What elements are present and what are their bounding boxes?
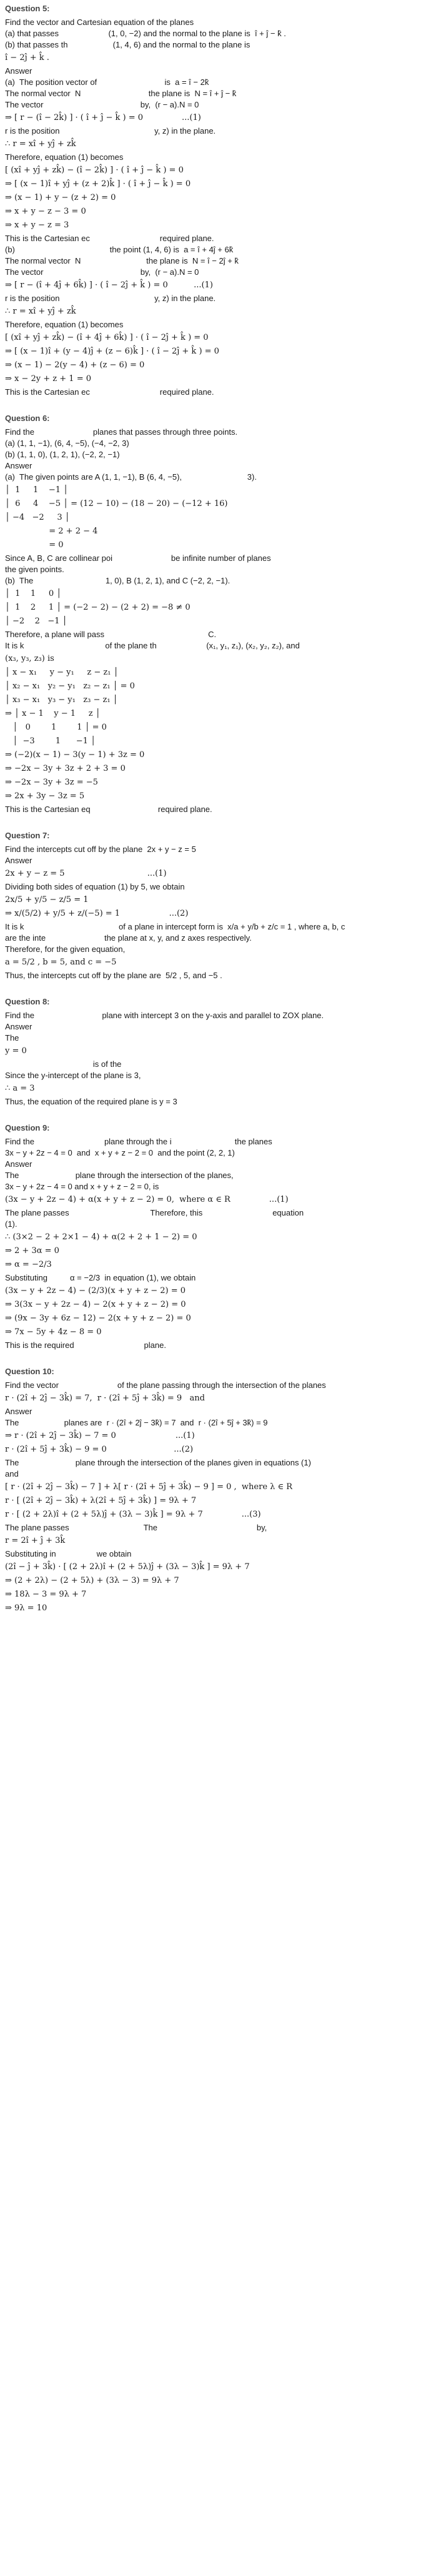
text-line: Therefore, equation (1) becomes (5, 152, 124, 162)
question-title: Question 5: (5, 4, 50, 13)
equation-line: ⇒ −2x − 3y + 3z + 2 + 3 = 0 (5, 764, 126, 773)
equation-line: ⇒ −2x − 3y + 3z = −5 (5, 778, 98, 787)
text-line: This is the Cartesian ec required plane. (5, 387, 214, 397)
equation-line: = 2 + 2 − 4 (5, 527, 98, 536)
equation-line: [ (xî + yĵ + zk̂) − (î − 2k̂) ] · ( î + ĵ − k̂ ) = 0 (5, 166, 184, 175)
text-line: The normal vector N the plane is N = î − 2ĵ + k̂ (5, 256, 239, 265)
equation-line: │ −2 2 −1 │ (5, 617, 67, 626)
equation-line: │ x₂ − x₁ y₂ − y₁ z₂ − z₁ │ = 0 (5, 681, 135, 691)
equation-line: 2x + y − z = 5 ...(1) (5, 869, 167, 878)
equation-line: │ −3 1 −1 │ (5, 736, 96, 746)
text-line: Therefore, equation (1) becomes (5, 320, 124, 329)
text-line: The plane passes Therefore, this equation (5, 1208, 304, 1217)
text-line: (b) The 1, 0), B (1, 2, 1), and C (−2, 2, −1). (5, 576, 230, 585)
equation-line: ⇒ 3(3x − y + 2z − 4) − 2(x + y + z − 2) = 0 (5, 1300, 186, 1309)
equation-line: ⇒ │ x − 1 y − 1 z │ (5, 709, 101, 718)
text-line: (b) (1, 1, 0), (1, 2, 1), (−2, 2, −1) (5, 450, 120, 459)
question-title: Question 8: (5, 997, 50, 1006)
text-line: The planes are r · (2î + 2ĵ − 3k̂) = 7 and r · (2î + 5ĵ + 3k̂) = 9 (5, 1418, 268, 1427)
text-line: (b) that passes th (1, 4, 6) and the normal to the plane is (5, 40, 250, 49)
text-line: Substituting α = −2/3 in equation (1), we obtain (5, 1273, 196, 1282)
equation-line: = 0 (5, 540, 64, 550)
text-line: Answer (5, 1407, 32, 1416)
equation-line: y = 0 (5, 1046, 27, 1056)
text-line: Therefore, a plane will pass C. (5, 630, 217, 639)
text-line: This is the Cartesian ec required plane. (5, 234, 214, 243)
equation-line: │ 6 4 −5 │ = (12 − 10) − (18 − 20) − (−12 + 16) (5, 499, 228, 508)
text-line: is of the (5, 1059, 122, 1069)
text-line: Substituting in we obtain (5, 1549, 132, 1558)
text-line: (a) (1, 1, −1), (6, 4, −5), (−4, −2, 3) (5, 438, 129, 448)
text-line: It is k of the plane th (x₁, y₁, z₁), (x₂, y₂, z₂), and (5, 641, 300, 650)
equation-line: ⇒ x + y − z = 3 (5, 220, 69, 230)
equation-line: ∴ (3×2 − 2 + 2×1 − 4) + α(2 + 2 + 1 − 2) = 0 (5, 1232, 197, 1242)
text-line: Find the vector of the plane passing through the intersection of the planes (5, 1380, 326, 1390)
text-line: Thus, the equation of the required plane is y = 3 (5, 1097, 177, 1106)
text-line: (a) The given points are A (1, 1, −1), B (6, 4, −5), 3). (5, 472, 257, 482)
equation-line: ⇒ 7x − 5y + 4z − 8 = 0 (5, 1327, 102, 1337)
text-line: 3x − y + 2z − 4 = 0 and x + y + z − 2 = 0 and the point (2, 2, 1) (5, 1148, 235, 1157)
text-line: The vector by, (r − a).N = 0 (5, 100, 199, 109)
text-line: Therefore, for the given equation, (5, 944, 126, 954)
equation-line: │ 1 1 0 │ (5, 589, 62, 598)
text-line: Answer (5, 461, 32, 470)
equation-line: ∴ a = 3 (5, 1084, 35, 1093)
text-line: Thus, the intercepts cut off by the plane are 5/2 , 5, and −5 . (5, 971, 222, 980)
equation-line: ⇒ [ (x − 1)î + (y − 4)ĵ + (z − 6)k̂ ] · ( î − 2ĵ + k̂ ) = 0 (5, 347, 219, 356)
question-section (5, 831, 440, 981)
question-section (5, 1123, 440, 1350)
question-title: Question 10: (5, 1367, 54, 1376)
text-line: Dividing both sides of equation (1) by 5, we obtain (5, 882, 185, 891)
equation-line: [ r · (2î + 2ĵ − 3k̂) − 7 ] + λ[ r · (2î + 5ĵ + 3k̂) − 9 ] = 0 , where λ ∈ R (5, 1482, 293, 1492)
equation-line: î − 2ĵ + k̂ . (5, 53, 49, 62)
text-line: Find the plane with intercept 3 on the y-axis and parallel to ZOX plane. (5, 1011, 324, 1020)
equation-line: r = 2î + ĵ + 3k̂ (5, 1536, 66, 1545)
equation-line: ⇒ (x − 1) − 2(y − 4) + (z − 6) = 0 (5, 360, 145, 370)
text-line: are the inte the plane at x, y, and z axes respectively. (5, 933, 252, 943)
equation-line: ⇒ (x − 1) + y − (z + 2) = 0 (5, 193, 116, 202)
text-line: It is k of a plane in intercept form is x/a + y/b + z/c = 1 , where a, b, c (5, 922, 345, 931)
equation-line: │ x₃ − x₁ y₃ − y₁ z₃ − z₁ │ (5, 695, 118, 705)
equation-line: ⇒ [ (x − 1)î + yĵ + (z + 2)k̂ ] · ( î + ĵ − k̂ ) = 0 (5, 179, 191, 189)
text-line: Answer (5, 856, 32, 865)
equation-line: │ −4 −2 3 │ (5, 513, 70, 522)
text-line: The plane through the intersection of the planes, (5, 1171, 234, 1180)
question-title: Question 9: (5, 1123, 50, 1132)
equation-line: ⇒ r · (2î + 2ĵ − 3k̂) − 7 = 0 ...(1) (5, 1431, 195, 1440)
equation-line: ⇒ x + y − z − 3 = 0 (5, 207, 86, 216)
text-line: Since the y-intercept of the plane is 3, (5, 1071, 141, 1080)
equation-line: ⇒ (−2)(x − 1) − 3(y − 1) + 3z = 0 (5, 750, 145, 760)
text-line: Find the plane through the i the planes (5, 1137, 272, 1146)
equation-line: ⇒ α = −2/3 (5, 1260, 52, 1269)
text-line: This is the required plane. (5, 1340, 166, 1350)
text-line: (1). (5, 1219, 17, 1229)
text-line: Find the intercepts cut off by the plane 2x + y − z = 5 (5, 845, 196, 854)
equation-line: r · (2î + 2ĵ − 3k̂) = 7, r · (2î + 5ĵ + 3k̂) = 9 and (5, 1394, 205, 1403)
text-line: Since A, B, C are collinear poi be infinite number of planes (5, 553, 271, 563)
text-line: Answer (5, 1022, 32, 1031)
equation-line: ⇒ 2x + 3y − 3z = 5 (5, 791, 85, 801)
text-line: Answer (5, 66, 32, 76)
equation-line: (x₃, y₃, z₃) is (5, 654, 54, 663)
text-line: The plane through the intersection of the planes given in equations (1) (5, 1458, 311, 1467)
equation-line: r · (2î + 5ĵ + 3k̂) − 9 = 0 ...(2) (5, 1445, 194, 1454)
question-section (5, 1367, 440, 1614)
equation-line: ⇒ [ r − (î − 2k̂) ] · ( î + ĵ − k̂ ) = 0 ...(1) (5, 113, 201, 122)
equation-line: (3x − y + 2z − 4) − (2/3)(x + y + z − 2) = 0 (5, 1286, 186, 1295)
equation-line: ⇒ 9λ = 10 (5, 1603, 47, 1613)
equation-line: ⇒ x/(5/2) + y/5 + z/(−5) = 1 ...(2) (5, 909, 189, 918)
equation-line: ⇒ [ r − (î + 4ĵ + 6k̂) ] · ( î − 2ĵ + k̂ ) = 0 ...(1) (5, 280, 213, 290)
text-line: (a) that passes (1, 0, −2) and the normal to the plane is î + ĵ − k̂ . (5, 29, 286, 38)
equation-line: ⇒ 2 + 3α = 0 (5, 1246, 59, 1256)
text-line: This is the Cartesian eq required plane. (5, 805, 212, 814)
text-line: The vector by, (r − a).N = 0 (5, 267, 199, 277)
equation-line: [ (xî + yĵ + zk̂) − (î + 4ĵ + 6k̂) ] · ( î − 2ĵ + k̂ ) = 0 (5, 333, 209, 342)
equation-line: 2x/5 + y/5 − z/5 = 1 (5, 895, 89, 904)
question-section (5, 414, 440, 815)
equation-line: ⇒ (2 + 2λ) − (2 + 5λ) + (3λ − 3) = 9λ + 7 (5, 1576, 179, 1585)
text-line: 3x − y + 2z − 4 = 0 and x + y + z − 2 = 0, is (5, 1182, 159, 1191)
text-line: Find the vector and Cartesian equation of the planes (5, 17, 194, 27)
text-line: (a) The position vector of is a = î − 2k̂ (5, 77, 209, 87)
text-line: The (5, 1033, 19, 1043)
equation-line: ⇒ x − 2y + z + 1 = 0 (5, 374, 91, 384)
question-section (5, 4, 440, 397)
text-line: r is the position y, z) in the plane. (5, 294, 216, 303)
equation-line: ∴ r = xî + yĵ + zk̂ (5, 307, 76, 316)
equation-line: │ 1 1 −1 │ (5, 485, 68, 495)
question-title: Question 7: (5, 831, 50, 840)
equation-line: ⇒ (9x − 3y + 6z − 12) − 2(x + y + z − 2) = 0 (5, 1314, 191, 1323)
equation-line: a = 5/2 , b = 5, and c = −5 (5, 958, 117, 967)
equation-line: r · [ (2 + 2λ)î + (2 + 5λ)ĵ + (3λ − 3)k̂ ] = 9λ + 7 ...(3) (5, 1510, 261, 1519)
equation-line: (2î − ĵ + 3k̂) · [ (2 + 2λ)î + (2 + 5λ)ĵ + (3λ − 3)k̂ ] = 9λ + 7 (5, 1562, 250, 1572)
text-line: The plane passes The by, (5, 1523, 267, 1532)
question-title: Question 6: (5, 414, 50, 423)
equation-line: ∴ r = xî + yĵ + zk̂ (5, 139, 76, 149)
equation-line: │ 1 2 1 │ = (−2 − 2) − (2 + 2) = −8 ≠ 0 (5, 603, 191, 612)
text-line: r is the position y, z) in the plane. (5, 126, 216, 136)
equation-line: ⇒ 18λ − 3 = 9λ + 7 (5, 1590, 87, 1599)
text-line: Find the planes that passes through three points. (5, 427, 238, 437)
text-line: the given points. (5, 565, 64, 574)
equation-line: r · [ (2î + 2ĵ − 3k̂) + λ(2î + 5ĵ + 3k̂) ] = 9λ + 7 (5, 1496, 197, 1505)
question-section (5, 997, 440, 1107)
equation-line: (3x − y + 2z − 4) + α(x + y + z − 2) = 0, where α ∈ R ...(1) (5, 1195, 289, 1204)
equation-line: │ 0 1 1 │ = 0 (5, 723, 107, 732)
text-line: and (5, 1469, 19, 1479)
text-line: The normal vector N the plane is N = î + ĵ − k̂ (5, 89, 237, 98)
equation-line: │ x − x₁ y − y₁ z − z₁ │ (5, 668, 119, 677)
text-line: (b) the point (1, 4, 6) is a = î + 4ĵ + 6k̂ (5, 245, 234, 254)
text-line: Answer (5, 1159, 32, 1169)
